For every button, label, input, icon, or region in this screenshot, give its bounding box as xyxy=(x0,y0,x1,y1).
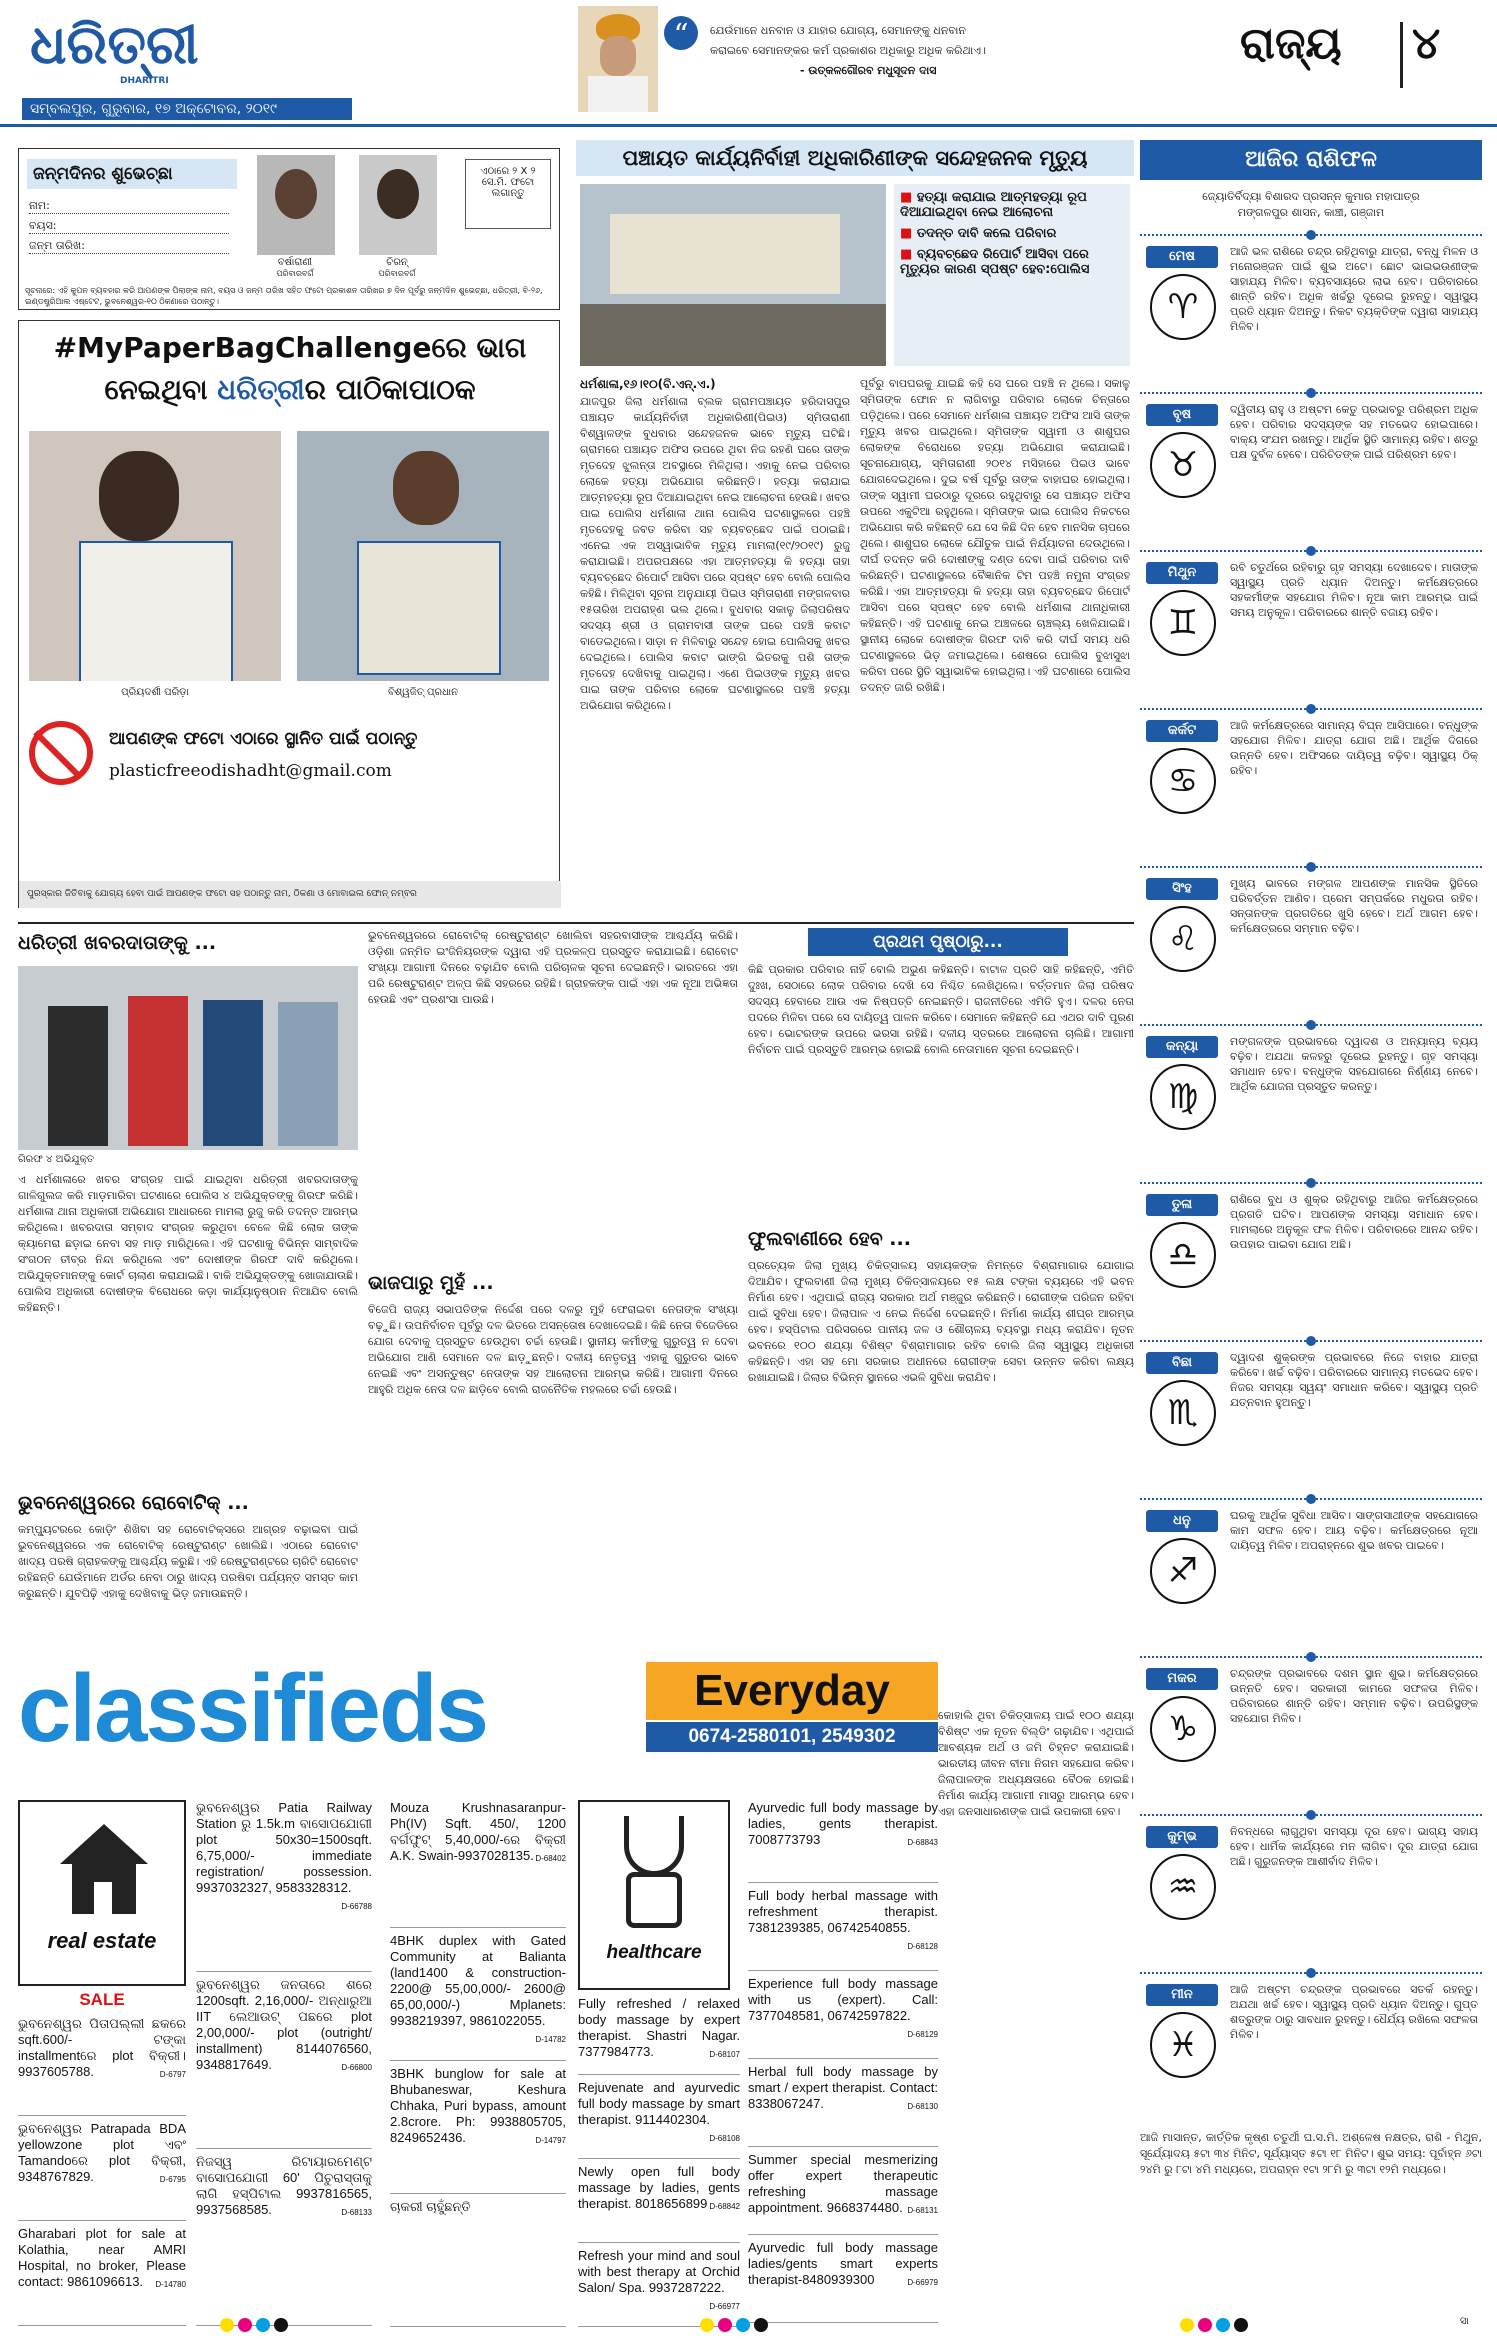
divider-dot-icon xyxy=(1306,1336,1316,1346)
classified-code: D-68131 xyxy=(907,2206,938,2215)
divider-dot-icon xyxy=(1306,546,1316,556)
classified-text: 3BHK bunglow for sale at Bhubaneswar, Keshura Chhaka, Puri bypass, amount 2.8crore. Ph: 9938805705, 8249652436. xyxy=(390,2066,566,2145)
page-number: ୪ xyxy=(1412,18,1441,69)
classified-text: Herbal full body massage by smart / expert therapist. Contact: 8338067247. xyxy=(748,2064,938,2111)
lead-story xyxy=(576,140,1134,912)
rashi-name: କନ୍ୟା xyxy=(1146,1036,1218,1058)
classified-code: D-68128 xyxy=(907,1942,938,1951)
madhusudan-portrait xyxy=(578,6,658,112)
classified-code: D-14782 xyxy=(535,2035,566,2044)
classified-ad xyxy=(578,2080,740,2159)
classified-code: D-66977 xyxy=(709,2302,740,2311)
classified-code: D-6797 xyxy=(159,2070,186,2079)
classified-code: D-68402 xyxy=(535,1854,566,1863)
lead-bullet-3: ■ ବ୍ୟବଚ୍ଛେଦ ରିପୋର୍ଟ ଆସିବା ପରେ ମୃତ୍ୟୁର କାରଣ ସ୍ପଷ୍ଟ ହେବ:ପୋଲିସ xyxy=(900,247,1090,277)
challenge-line-1: #MyPaperBagChallengeରେ ଭାଗ xyxy=(53,331,527,364)
goat-icon: ♑ xyxy=(1150,1696,1216,1762)
lead-headline: ପଞ୍ଚାୟତ କାର୍ଯ୍ୟନିର୍ବାହୀ ଅଧିକାରିଣୀଙ୍କ ସନ୍ଦେହଜନକ ମୃତ୍ୟୁ xyxy=(576,140,1134,176)
classified-text: Ayurvedic full body massage ladies/gents smart experts therapist-8480939300 xyxy=(748,2240,938,2287)
classified-text: ଚାକରୀ ଚାହୁଁଛନ୍ତି xyxy=(390,2199,471,2214)
divider-dot-icon xyxy=(1306,1178,1316,1188)
rashi-name: ତୁଳା xyxy=(1146,1194,1218,1216)
classified-ad xyxy=(748,2064,938,2147)
rashi-item xyxy=(1140,862,1482,1020)
rashi-item xyxy=(1140,704,1482,862)
birthday-box xyxy=(18,148,560,310)
classified-ad xyxy=(196,1800,372,1972)
classified-code: D-14780 xyxy=(155,2280,186,2289)
rashi-text: ମୁଖ୍ୟ ଭାବରେ ମଙ୍ଗଳ ଆପଣଙ୍କ ମାନସିକ ସ୍ଥିତିରେ ପରିବର୍ତ୍ତନ ଆଣିବ। ପ୍ରେମ ସମ୍ପର୍କରେ ମଧୁରତା ରହିବ। ସନ୍ତାନଙ୍କ ପ୍ରଗତିରେ ଖୁସି ହେବେ। ଅର୍ଥ ଆଗମ ହେବ। କର୍ମକ୍ଷେତ୍ରରେ ସମ୍ମାନ ବଢ଼ିବ। xyxy=(1230,877,1478,935)
birthday-title: ଜନ୍ମଦିନର ଶୁଭେଚ୍ଛା xyxy=(27,159,237,189)
rashi-name: ବିଛା xyxy=(1146,1352,1218,1374)
dateline: ସମ୍ବଲପୁର, ଗୁରୁବାର, ୧୭ ଅକ୍ଟୋବର, ୨୦୧୯ xyxy=(22,98,352,120)
classified-text: Gharabari plot for sale at Kolathia, near AMRI Hospital, no broker, Please contact: 9861096613. xyxy=(18,2226,186,2289)
divider-dot-icon xyxy=(1306,230,1316,240)
rashi-text: ଆଜି ଭଳ ରାଶିରେ ଚନ୍ଦ୍ର ରହିଥିବାରୁ ଯାତ୍ରା, ବନ୍ଧୁ ମିଳନ ଓ ମନୋରଞ୍ଜନ ପାଇଁ ଶୁଭ ଅଟେ। ଛୋଟ ଭାଇଭଉଣୀଙ୍କ ସାହାଯ୍ୟ ମିଳିବ। ବ୍ୟବସାୟରେ ଲାଭ ହେବ। ପରିବାରରେ ଶାନ୍ତି ରହିବ। ଅଧିକ ଖର୍ଚ୍ଚରୁ ଦୂରେଇ ରୁହନ୍ତୁ। ସ୍ୱାସ୍ଥ୍ୟ ପ୍ରତି ଧ୍ୟାନ ଦିଅନ୍ତୁ। ନିକଟ ବ୍ୟକ୍ତିଙ୍କ ଦ୍ୱାରା ସାହାଯ୍ୟ ମିଳିବ। xyxy=(1230,245,1478,333)
rashi-text: ଚନ୍ଦ୍ରଙ୍କ ପ୍ରଭାବରେ ଦଶମ ସ୍ଥାନ ଶୁଭ। କର୍ମକ୍ଷେତ୍ରରେ ଉନ୍ନତି ହେବ। ସରକାରୀ କାମରେ ସଫଳତା ମିଳିବ। ପରିବାରରେ ଶାନ୍ତି ରହିବ। ସମ୍ମାନ ବଢ଼ିବ। ଉପରିସ୍ଥଙ୍କ ସହଯୋଗ ମିଳିବ। xyxy=(1230,1667,1478,1725)
prathama-title: ପ୍ରଥମ ପୃଷ୍ଠାରୁ... xyxy=(808,928,1068,956)
panchanga: ଆଜି ମାସାନ୍ତ, କାର୍ତ୍ତିକ କୃଷ୍ଣ ଚତୁର୍ଥୀ ଘ.ସ.ମି. ଅଶ୍ଳେଷ ନକ୍ଷତ୍ର, ରାଶି - ମିଥୁନ, ସୂର୍ଯ୍ୟୋଦୟ ୫ଟା ୩୪ ମିନିଟ, ସୂର୍ଯ୍ୟାସ୍ତ ୫ଟା ୧୮ ମିନିଟ। ଶୁଭ ସମୟ: ପୂର୍ବାହ୍ନ ୬ଟା ୨୪ମି ରୁ ୮ଟା ୪ମି ମଧ୍ୟରେ, ଅପରାହ୍ନ ୧ଟା ୨୮ମି ରୁ ୩ଟା ୧୨ମି ମଧ୍ୟରେ। xyxy=(1140,2131,1482,2176)
classified-code: D-68842 xyxy=(709,2202,740,2211)
rashi-divider xyxy=(1140,234,1482,236)
rashi-item xyxy=(1140,1178,1482,1336)
classified-col-3 xyxy=(390,1800,566,2332)
classifieds-banner xyxy=(18,1655,938,1762)
rashifala-title: ଆଜିର ରାଶିଫଳ xyxy=(1140,140,1482,180)
rashi-name: ଧନୁ xyxy=(1146,1510,1218,1532)
rashi-divider xyxy=(1140,708,1482,710)
scorpion-icon: ♏ xyxy=(1150,1380,1216,1446)
rashi-text: ଆଜି ଅଷ୍ଟମ ଚନ୍ଦ୍ରଙ୍କ ପ୍ରଭାବରେ ସତର୍କ ରହନ୍ତୁ। ଅଯଥା ଖର୍ଚ୍ଚ ହେବ। ସ୍ୱାସ୍ଥ୍ୟ ପ୍ରତି ଧ୍ୟାନ ଦିଅନ୍ତୁ। ଗୁପ୍ତ ଶତ୍ରୁଙ୍କ ଠାରୁ ସାବଧାନ ରୁହନ୍ତୁ। ଧୈର୍ଯ୍ୟ ରଖିଲେ ସଫଳତା ମିଳିବ। xyxy=(1230,1983,1478,2041)
classified-text: ଭୁବନେଶ୍ୱର Patia Railway Station ରୁ 1.5k.m ବାସୋପଯୋଗୀ plot 50x30=1500sqft. 6,75,000/- immediate registration/ possession. 9937032327, 9583328312. xyxy=(196,1800,372,1895)
challenge-line-2 xyxy=(29,373,551,407)
kid-photo-1 xyxy=(257,155,335,255)
prathama-text: କିଛି ପ୍ରକାର ପରିବାର ନାହିଁ ବୋଲି ଅଭୁଣ କହିଛନ୍ତି। ବାଟାଳ ପ୍ରତି ସାହି କହିଛନ୍ତି, ଏମିତି ଦୁଃଖ, ସେଠାରେ ଲୋକ ପରିବାର ଦେଖି ସେ ନିଶ୍ଚିତ ଲେଖିଥିଲେ। ବର୍ତ୍ତମାନ ଜିଲା ପରିଷଦ ସଦସ୍ୟ ହେବାରେ ଆଉ ଏକ ନିଷ୍ପତ୍ତି ନେଇଛନ୍ତି। ରାଜନୀତିରେ ଏମିତି ହୁଏ। ଦଳର ନେତା ପଦରେ ମିଳିବା ପରେ ସେ ଦାୟିତ୍ୱ ପାଳନ କରିବେ। ସେମାନେ କହିଛନ୍ତି ଯେ ଏଥର ଦାବି ପୂରଣ ହେବ। ଭୋଟରଙ୍କ ଉପରେ ଭରସା ରହିଛି। ଦଳୀୟ ସ୍ତରରେ ଆଲୋଚନା ଚାଲିଛି। ଆଗାମୀ ନିର୍ବାଚନ ପାଇଁ ପ୍ରସ୍ତୁତି ଆରମ୍ଭ ହୋଇଛି ବୋଲି ନେତାମାନେ ସୂଚନା ଦେଇଛନ୍ତି। xyxy=(748,963,1134,1056)
no-plastic-icon xyxy=(29,721,93,785)
rashi-divider xyxy=(1140,1814,1482,1816)
challenge-logo: ଧରିତ୍ରୀ xyxy=(217,373,305,406)
divider-dot-icon xyxy=(1306,1652,1316,1662)
lead-bullets xyxy=(894,184,1130,366)
paperbag-challenge xyxy=(18,320,560,908)
reporter-caption: ଗିରଫ ୪ ଅଭିଯୁକ୍ତ xyxy=(18,1154,94,1165)
divider-dot-icon xyxy=(1306,1494,1316,1504)
classified-code: D-66788 xyxy=(341,1902,372,1911)
classified-col-2 xyxy=(196,1800,372,2332)
rashi-text: ରାଶିରେ ବୁଧ ଓ ଶୁକ୍ର ରହିଥିବାରୁ ଆଜିର କର୍ମକ୍ଷେତ୍ରରେ ପ୍ରଗତି ଘଟିବ। ଆପଣଙ୍କ ସମସ୍ୟା ସମାଧାନ ହେବ। ମାମଲାରେ ଅନୁକୂଳ ଫଳ ମିଳିବ। ପରିବାରରେ ଆନନ୍ଦ ରହିବ। ଉପହାର ପାଇବା ଯୋଗ ଅଛି। xyxy=(1230,1193,1478,1251)
mid-rule xyxy=(18,922,1134,924)
challenge-email[interactable]: plasticfreeodishadht@gmail.com xyxy=(109,761,392,781)
classified-code: D-68129 xyxy=(907,2030,938,2039)
rashi-item xyxy=(1140,546,1482,704)
classified-col-5 xyxy=(748,1800,938,2332)
page-mark: ସା xyxy=(1460,2316,1469,2327)
classified-ad xyxy=(196,1977,372,2149)
rashi-list xyxy=(1140,230,1482,2126)
archer-icon: ♐ xyxy=(1150,1538,1216,1604)
stethoscope-icon xyxy=(624,1816,684,1876)
divider-dot-icon xyxy=(1306,862,1316,872)
classified-ad xyxy=(390,2066,566,2194)
rashi-divider xyxy=(1140,1024,1482,1026)
rashi-divider xyxy=(1140,392,1482,394)
astrologer-address: ମଙ୍ଗଳପୁର ଶାସନ, କାଞ୍ଚୀ, ଗଞ୍ଜାମ xyxy=(1237,206,1385,219)
rashifala xyxy=(1140,140,1482,2320)
crab-icon: ♋ xyxy=(1150,748,1216,814)
divider-dot-icon xyxy=(1306,1020,1316,1030)
masthead-rule xyxy=(0,124,1497,127)
rashi-divider xyxy=(1140,866,1482,868)
everyday-badge: Everyday xyxy=(646,1662,938,1720)
rashi-text: ରବି ଚତୁର୍ଥରେ ରହିବାରୁ ଗୃହ ସମସ୍ୟା ଦେଖାଦେବ। ମାତାଙ୍କ ସ୍ୱାସ୍ଥ୍ୟ ପ୍ରତି ଧ୍ୟାନ ଦିଅନ୍ତୁ। କର୍ମକ୍ଷେତ୍ରରେ ସହକର୍ମୀଙ୍କ ସହଯୋଗ ମିଳିବ। ନୂଆ କାମ ଆରମ୍ଭ ପାଇଁ ସମୟ ଅନୁକୂଳ। ପରିବାରରେ ଶାନ୍ତି ବଜାୟ ରହିବ। xyxy=(1230,561,1478,619)
classified-col-1 xyxy=(18,2016,186,2332)
classified-code: D-68108 xyxy=(709,2134,740,2143)
rashi-name: ସିଂହ xyxy=(1146,878,1218,900)
rashi-divider xyxy=(1140,1340,1482,1342)
classified-text: Fully refreshed / relaxed body massage by expert therapist. Shastri Nagar. 7377984773. xyxy=(578,1996,740,2059)
healthcare-badge xyxy=(578,1800,730,1990)
robotic-text: କମ୍ପ୍ୟୁଟରରେ କୋଡ଼ିଂ ଶିଖିବା ସହ ରୋବୋଟିକ୍ସରେ ଆଗ୍ରହ ବଢ଼ାଇବା ପାଇଁ ଭୁବନେଶ୍ୱରରେ ଏକ ରୋବୋଟିକ୍ ରେଷ୍ଟୁରାଣ୍ଟ ଖୋଲିଛି। ଏଠାରେ ରୋବୋଟ ଖାଦ୍ୟ ପରଷି ଗ୍ରାହକଙ୍କୁ ଆଶ୍ଚର୍ଯ୍ୟ କରୁଛି। ଏହି ରେଷ୍ଟୁରାଣ୍ଟରେ ଚାରିଟି ରୋବୋଟ ରହିଛନ୍ତି ଯେଉଁମାନେ ଅର୍ଡର ନେବା ଠାରୁ ଖାଦ୍ୟ ପରଷିବା ପର୍ଯ୍ୟନ୍ତ ସମସ୍ତ କାମ କରୁଛନ୍ତି। ଯୁବପିଢ଼ି ଏହାକୁ ଦେଖିବାକୁ ଭିଡ଼ ଜମାଉଛନ୍ତି। xyxy=(18,1523,358,1600)
classified-text: ଭୁବନେଶ୍ୱର ପିତାପଲ୍ଲୀ ଛକରେ sqft.600/- ଟଙ୍କା installmentରେ plot ବିକ୍ରୀ। 9937605788. xyxy=(18,2016,186,2079)
kid-family-1: ପରିବାରବର୍ଗ xyxy=(276,269,314,278)
lead-bullet-2: ■ ତଦନ୍ତ ଦାବି କଲେ ପରିବାର xyxy=(900,226,1057,241)
rashi-text: ଘରକୁ ଆର୍ଥିକ ସୁବିଧା ଆସିବ। ସାଙ୍ଗସାଥୀଙ୍କ ସହଯୋଗରେ କାମ ସଫଳ ହେବ। ଆୟ ବଢ଼ିବ। କର୍ମକ୍ଷେତ୍ରରେ ନୂଆ ଦାୟିତ୍ୱ ମିଳିବ। ଅପରାହ୍ନରେ ଶୁଭ ଖବର ପାଇବେ। xyxy=(1230,1509,1478,1552)
masthead xyxy=(0,0,1497,140)
quote-icon: “ xyxy=(664,16,698,50)
reporter-title: ଧରିତ୍ରୀ ଖବରଦାତାଙ୍କୁ ... xyxy=(18,932,217,954)
quote-line-2: କରାଇବେ ସେମାନଙ୍କର କର୍ମ ପ୍ରକାଶର ଅଧିକାରୁ ଅଧିକ କରିଥାଏ। xyxy=(710,44,986,57)
lead-dateline: ଧର୍ମଶାଳା,୧୬।୧୦(ବି.ଏନ୍.ଏ.) xyxy=(580,377,716,391)
kid-family-2: ପରିବାରବର୍ଗ xyxy=(378,269,416,278)
age-field: ବୟସ: xyxy=(29,219,229,234)
reporter-photo xyxy=(18,966,358,1150)
reporter-text: ଏ ଧର୍ମଶାଳାରେ ଖବର ସଂଗ୍ରହ ପାଇଁ ଯାଇଥିବା ଧରିତ୍ରୀ ଖବରଦାତାଙ୍କୁ ଗାଳିଗୁଲଜ କରି ମାଡ଼ମାରିବା ଘଟଣାରେ ପୋଲିସ ୪ ଅଭିଯୁକ୍ତଙ୍କୁ ଗିରଫ କରିଛି। ଧର୍ମଶାଳା ଥାନା ଅଧିକାରୀ ଅଭିଯୋଗ ଆଧାରରେ ମାମଲା ରୁଜୁ କରି ତଦନ୍ତ ଆରମ୍ଭ କରିଥିଲେ। ଖବରଦାତା ସମ୍ବାଦ ସଂଗ୍ରହ କରୁଥିବା ବେଳେ କିଛି ଲୋକ ତାଙ୍କ କ୍ୟାମେରା ଛଡ଼ାଇ ନେବା ସହ ମାଡ଼ ମାରିଥିଲେ। ଏହି ଘଟଣାକୁ ବିଭିନ୍ନ ସାମ୍ବାଦିକ ସଂଗଠନ ତୀବ୍ର ନିନ୍ଦା କରିଥିଲେ ଏବଂ ଦୋଷୀଙ୍କ ଗିରଫ ଦାବି କରିଥିଲେ। ଅଭିଯୁକ୍ତମାନଙ୍କୁ କୋର୍ଟ ଚାଲାଣ କରାଯାଇଛି। ବାକି ଅଭିଯୁକ୍ତଙ୍କୁ ଖୋଜାଯାଉଛି। ପୋଲିସ ଅଧିକାରୀ ଦୋଷୀଙ୍କ ବିରୋଧରେ କଡ଼ା କାର୍ଯ୍ୟାନୁଷ୍ଠାନ ନିଆଯିବ ବୋଲି କହିଛନ୍ତି। xyxy=(18,1173,358,1314)
kid-name-1: ବର୍ଷାରାଣୀ xyxy=(277,257,313,268)
dob-field: ଜନ୍ମ ତାରିଖ: xyxy=(29,239,229,254)
classified-ad xyxy=(18,2121,186,2221)
scales-icon: ♎ xyxy=(1150,1222,1216,1288)
challenge-line-2c: ର ପାଠିକାପାଠକ xyxy=(304,373,476,406)
classified-code: D-68107 xyxy=(709,2050,740,2059)
section-title: ରାଜ୍ୟ xyxy=(1240,18,1342,69)
classified-code: D-68130 xyxy=(907,2102,938,2111)
phulabani-title: ଫୁଲବାଣୀରେ ହେବ ... xyxy=(748,1228,911,1250)
challenge-line-2a: ନେଇଥିବା xyxy=(104,373,208,406)
classified-ad xyxy=(196,2154,372,2326)
ram-icon: ♈ xyxy=(1150,274,1216,340)
lead-bullet-1: ■ ହତ୍ୟା କରାଯାଇ ଆତ୍ମହତ୍ୟା ରୂପ ଦିଆଯାଇଥିବା ନେଇ ଆଲୋଚନା xyxy=(900,190,1087,220)
classified-text: ଭୁବନେଶ୍ୱର ଜନତାରେ ଶରେ 1200sqft. 2,16,000/- ଅନ୍ଧାରୁଆ IIT ଲେଆଉଟ୍ ପଛରେ plot 2,00,000/- plot (outright/ installment) 8144076560, 9348817649. xyxy=(196,1977,372,2072)
rashi-item xyxy=(1140,1020,1482,1178)
sale-label: SALE xyxy=(79,1990,125,2009)
classified-ad xyxy=(748,2152,938,2235)
rashi-divider xyxy=(1140,1972,1482,1974)
classified-ad xyxy=(748,2240,938,2323)
rashi-name: କର୍କଟ xyxy=(1146,720,1218,742)
classified-code: D-66979 xyxy=(907,2278,938,2287)
classified-text: Refresh your mind and soul with best therapy at Orchid Salon/ Spa. 9937287222. xyxy=(578,2248,740,2295)
classified-code: D-14797 xyxy=(535,2136,566,2145)
rashi-name: ମକର xyxy=(1146,1668,1218,1690)
rashi-divider xyxy=(1140,1498,1482,1500)
classified-ad xyxy=(390,2199,566,2327)
twins-icon: ♊ xyxy=(1150,590,1216,656)
bull-icon: ♉ xyxy=(1150,432,1216,498)
classified-ad xyxy=(748,1976,938,2059)
maiden-icon: ♍ xyxy=(1150,1064,1216,1130)
challenge-footer: ପୁରସ୍କାର ଜିତିବାକୁ ଯୋଗ୍ୟ ହେବା ପାଇଁ ଆପଣଙ୍କ ଫଟୋ ସହ ପଠାନ୍ତୁ ନାମ, ଠିକଣା ଓ ମୋବାଇଲ ଫୋନ୍ ନମ୍ବର xyxy=(19,881,561,908)
photo-placeholder-box: ଏଠାରେ ୨ X ୨ ସେ.ମି. ଫଟୋ ଲଗାନ୍ତୁ xyxy=(465,159,551,229)
rashi-item xyxy=(1140,1336,1482,1494)
rashi-name: ମିଥୁନ xyxy=(1146,562,1218,584)
classified-text: Experience full body massage with us (expert). Call: 7377048581, 06742597822. xyxy=(748,1976,938,2023)
classified-text: ନିଜସ୍ୱ ରିଟାୟାରମେଣ୍ଟ ବାସୋପଯୋଗୀ 60' ପିଚୁରାସ୍ତାକୁ ଲାଗି ହସ୍ପିଟାଲ 9937816565, 9937568585. xyxy=(196,2154,372,2217)
rashi-divider xyxy=(1140,1182,1482,1184)
real-estate-badge xyxy=(18,1800,186,1986)
classified-ad xyxy=(390,1933,566,2061)
rashi-item xyxy=(1140,1494,1482,1652)
reader-photo-1 xyxy=(29,431,281,681)
rashi-item xyxy=(1140,1810,1482,1968)
prathama-col-2: କୋହାଲି ଥିବା ଚିକିତ୍ସାଳୟ ପାଇଁ ୧୦୦ ଶଯ୍ୟା ବିଶିଷ୍ଟ ଏକ ନୂତନ ବିଲ୍ଡିଂ ଗଢ଼ାଯିବ। ଏଥିପାଇଁ ଆବଶ୍ୟକ ଅର୍ଥ ଓ ଜମି ଚିହ୍ନଟ କରାଯାଇଛି। ଭାରତୀୟ ଜୀବନ ବୀମା ନିଗମ ସହଯୋଗ କରିବ। ଜିଲାପାଳଙ୍କ ଅଧ୍ୟକ୍ଷତାରେ ବୈଠକ ହୋଇଛି। ନିର୍ମାଣ କାର୍ଯ୍ୟ ଆଗାମୀ ମାସରୁ ଆରମ୍ଭ ହେବ। ଏହା ଜନସାଧାରଣଙ୍କ ପାଇଁ ଉପକାରୀ ହେବ। xyxy=(938,1709,1134,1818)
newspaper-logo: ଧରିତ୍ରୀ xyxy=(30,12,199,76)
classified-ad xyxy=(578,2164,740,2243)
water-bearer-icon: ♒ xyxy=(1150,1854,1216,1920)
rashi-name: କୁମ୍ଭ xyxy=(1146,1826,1218,1848)
section-divider xyxy=(1400,22,1403,88)
classified-text: Mouza Krushnasaranpur-Ph(IV) Sqft. 450/, 1200 ବର୍ଗଫୁଟ୍ 5,40,000/-ରେ ବିକ୍ରୀ A.K. Swain-9937028135. xyxy=(390,1800,566,1863)
rashi-name: ମୀନ xyxy=(1146,1984,1218,2006)
divider-dot-icon xyxy=(1306,1810,1316,1820)
astrologer: ଜ୍ୟୋତିର୍ବିଦ୍ୟା ବିଶାରଦ ପ୍ରସନ୍ନ କୁମାର ମହାପାତ୍ର xyxy=(1202,190,1420,203)
bhajapa-story xyxy=(368,1272,738,1658)
divider-dot-icon xyxy=(1306,1968,1316,1978)
classified-text: Newly open full body massage by ladies, gents therapist. 8018656899 xyxy=(578,2164,740,2211)
classifieds-title: classifieds xyxy=(18,1655,487,1762)
rashi-name: ବୃଷ xyxy=(1146,404,1218,426)
robotic-col-2: ଭୁବନେଶ୍ୱରରେ ରୋବୋଟିକ୍ ରେଷ୍ଟୁରାଣ୍ଟ ଖୋଲିବା ସହରବାସୀଙ୍କ ଆଶ୍ଚର୍ଯ୍ୟ କରିଛି। ଓଡ଼ିଶା ଜନ୍ମିତ ଇଂଜିନିୟରଙ୍କ ଦ୍ୱାରା ଏହି ପ୍ରକଳ୍ପ ପ୍ରସ୍ତୁତ କରାଯାଇଛି। ରୋବୋଟ ସଂଖ୍ୟା ଆଗାମୀ ଦିନରେ ବଢ଼ାଯିବ ବୋଲି ପରିଚାଳକ ସୂଚନା ଦେଇଛନ୍ତି। ଭାରତରେ ଏହା ପରି ରେଷ୍ଟୁରାଣ୍ଟ ଅଳ୍ପ କିଛି ସହରରେ ରହିଛି। ଗ୍ରାହକଙ୍କ ପାଇଁ ଏହା ଏକ ନୂଆ ଅଭିଜ୍ଞତା ହେଉଛି ଏବଂ ପ୍ରଶଂସା ପାଉଛି। xyxy=(368,929,738,1006)
rashi-text: ଆଜି କର୍ମକ୍ଷେତ୍ରରେ ସାମାନ୍ୟ ବିଘ୍ନ ଆସିପାରେ। ବନ୍ଧୁଙ୍କ ସହଯୋଗ ମିଳିବ। ଯାତ୍ରା ଯୋଗ ଅଛି। ଆର୍ଥିକ ଦିଗରେ ଉନ୍ନତି ହେବ। ଅଫିସରେ ଦାୟିତ୍ୱ ବଢ଼ିବ। ସ୍ୱାସ୍ଥ୍ୟ ଠିକ୍ ରହିବ। xyxy=(1230,719,1478,777)
classified-ad xyxy=(578,1996,740,2075)
lead-col-2: ପୂର୍ବରୁ ବାପଘରକୁ ଯାଇଛି କହି ସେ ଘରେ ପହଞ୍ଚି ନ ଥିଲେ। ସକାଳୁ ସ୍ମିତାଙ୍କ ଫୋନ ନ ଲାଗିବାରୁ ପରିବାର ଲୋକେ ଚିନ୍ତାରେ ପଡ଼ିଥିଲେ। ପରେ ସେମାନେ ଧର୍ମଶାଳା ପଞ୍ଚାୟତ ଅଫିସ ଆସି ତାଙ୍କ ମୃତ୍ୟୁ ଖବର ପାଇଥିଲେ। ସ୍ମିତାଙ୍କ ସ୍ୱାମୀ ଓ ଶାଶୁଘର ଲୋକଙ୍କ ବିରୋଧରେ ହତ୍ୟା ଅଭିଯୋଗ କରାଯାଇଛି। ସୂଚନାଯୋଗ୍ୟ, ସ୍ମିତାରାଣୀ ୨୦୧୪ ମସିହାରେ ପିଇଓ ଭାବେ ଯୋଗଦେଇଥିଲେ। ଦୁଇ ବର୍ଷ ପୂର୍ବରୁ ତାଙ୍କ ବାହାଘର ହୋଇଥିଲା। ତାଙ୍କ ସ୍ୱାମୀ ଘରଠାରୁ ଦୂରରେ ରହୁଥିବାରୁ ସେ ପଞ୍ଚାୟତ ଅଫିସ ଉପରେ ଏକୁଟିଆ ରହୁଥିଲେ। ସ୍ମିତାଙ୍କ ଭାଇ ପୋଲିସ ନିକଟରେ ଅଭିଯୋଗ କରି କହିଛନ୍ତି ଯେ ସେ କିଛି ଦିନ ହେବ ମାନସିକ ଚାପରେ ଥିଲେ। ଶାଶୁଘର ଲୋକେ ଯୌତୁକ ପାଇଁ ନିର୍ଯ୍ୟାତନା ଦେଉଥିଲେ। ଦୀର୍ଘ ତଦନ୍ତ କରି ଦୋଷୀଙ୍କୁ ଦଣ୍ଡ ଦେବା ପାଇଁ ପରିବାର ଦାବି କରିଛନ୍ତି। ଘଟଣାସ୍ଥଳରେ ବୈଜ୍ଞାନିକ ଟିମ ପହଞ୍ଚି ନମୁନା ସଂଗ୍ରହ କରିଛି। ଏହା ଆତ୍ମହତ୍ୟା କି ହତ୍ୟା ତାହା ବ୍ୟବଚ୍ଛେଦ ରିପୋର୍ଟ ଆସିବା ପରେ ସ୍ପଷ୍ଟ ହେବ ବୋଲି ଧର୍ମଶାଳା ଥାନାଧିକାରୀ କହିଛନ୍ତି। ଏହି ଘଟଣାକୁ ନେଇ ଅଞ୍ଚଳରେ ଚାଞ୍ଚଲ୍ୟ ଖେଳିଯାଇଛି। ସ୍ଥାନୀୟ ଲୋକେ ଦୋଷୀଙ୍କ ଗିରଫ ଦାବି କରି ଦୀର୍ଘ ସମୟ ଧରି ଘଟଣାସ୍ଥଳରେ ଭିଡ଼ ଜମାଇଥିଲେ। ଶେଷରେ ପୋଲିସ ବୁଝାସୁଝା କରିବା ପରେ ସ୍ଥିତି ସ୍ୱାଭାବିକ ହୋଇଥିଲା। ଏହି ଘଟଣାରେ ପୋଲିସ ତଦନ୍ତ ଜାରି ରଖିଛି। xyxy=(860,377,1130,694)
lead-col-1: ଯାଜପୁର ଜିଲା ଧର୍ମଶାଳା ବ୍ଲକ ଗ୍ରାମପଞ୍ଚାୟତ ହରିଦାସପୁର ପଞ୍ଚାୟତ କାର୍ଯ୍ୟନିର୍ବାହୀ ଅଧିକାରିଣୀ(ପିଇଓ) ସ୍ମିତାରାଣୀ ବିଶ୍ୱାଳଙ୍କ ବୁଧବାର ସନ୍ଦେହଜନକ ଭାବେ ମୃତ୍ୟୁ ଘଟିଛି। ଗ୍ରାମରେ ପଞ୍ଚାୟତ ଅଫିସ ଉପରେ ଥିବା ନିଜ ରହଣି ଘରେ ତାଙ୍କ ମୃତଦେହ ଝୁଲନ୍ତା ଅବସ୍ଥାରେ ମିଳିଥିଲା। ଏହାକୁ ନେଇ ପରିବାର ଲୋକେ ହତ୍ୟା ଅଭିଯୋଗ କରିଛନ୍ତି। ହତ୍ୟା କରାଯାଇ ଆତ୍ମହତ୍ୟା ରୂପ ଦିଆଯାଇଥିବା ନେଇ ଆଲୋଚନା ହେଉଛି। ଖବର ପାଇ ପୋଲିସ ଧର୍ମଶାଳା ଥାନା ପୋଲିସ ଘଟଣାସ୍ଥଳରେ ପହଞ୍ଚି ମୃତଦେହକୁ ଜବତ କରିବା ସହ ବ୍ୟବଚ୍ଛେଦ ପାଇଁ ପଠାଇଛି। ଏନେଇ ଏକ ଅସ୍ୱାଭାବିକ ମୃତ୍ୟୁ ମାମଲା(୧୯/୨୦୧୯) ରୁଜୁ କରାଯାଇଛି। ଅପରପକ୍ଷରେ ଏହା ଆତ୍ମହତ୍ୟା କି ହତ୍ୟା ତାହା ବ୍ୟବଚ୍ଛେଦ ରିପୋର୍ଟ ଆସିବା ପରେ ସ୍ପଷ୍ଟ ହେବ ବୋଲି ପୋଲିସ କହିଛି। ମିଳିଥିବା ସୂଚନା ଅନୁଯାୟୀ ପିଇଓ ସ୍ମିତାରାଣୀ ମଙ୍ଗଳବାର ୧୫ତାରିଖ ଅପରାହ୍ଣ ଭଲ ଥିଲେ। ବୁଧବାର ସକାଳୁ ଜିଲାପରିଷଦ ସଦସ୍ୟ ଶ୍ରୀ ଓ ଗ୍ରାମବାସୀ ତାଙ୍କ ଘରେ ପହଞ୍ଚି କବାଟ ବାଡେଇଥିଲେ। ସାଡ଼ା ନ ମିଳିବାରୁ ସନ୍ଦେହ ହୋଇ ପୋଲିସକୁ ଖବର ଦେଇଥିଲେ। ପୋଲିସ କବାଟ ଭାଙ୍ଗି ଭିତରକୁ ପଶି ତାଙ୍କ ମୃତଦେହ ଦେଖିବାକୁ ପାଇଥିଲା। ଏଣେ ପିଇଓଙ୍କ ମୃତ୍ୟୁ ଖବର ପାଇ ତାଙ୍କ ପରିବାର ଲୋକେ ଘଟଣାସ୍ଥଳରେ ପହଞ୍ଚି ହତ୍ୟା ଅଭିଯୋଗ କରିଥିଲେ। xyxy=(580,395,850,712)
rashi-text: ନିବନ୍ଧରେ ଲାଗୁଥିବା ସମସ୍ୟା ଦୂର ହେବ। ଭାଗ୍ୟ ସହାୟ ହେବ। ଧାର୍ମିକ କାର୍ଯ୍ୟରେ ମନ ଲାଗିବ। ଦୂର ଯାତ୍ରା ଯୋଗ ଅଛି। ଗୁରୁଜନଙ୍କ ଆଶୀର୍ବାଦ ମିଳିବ। xyxy=(1230,1825,1478,1868)
quote-line-1: ଯେଉଁମାନେ ଧନବାନ ଓ ଯାହାର ଯୋଗ୍ୟ, ସେମାନଙ୍କୁ ଧନବାନ xyxy=(710,24,966,37)
bhajapa-text: ବିଜେପି ରାଜ୍ୟ ସଭାପତିଙ୍କ ନିର୍ଦ୍ଦେଶ ପରେ ଦଳରୁ ମୁହଁ ଫେରାଇବା ନେତାଙ୍କ ସଂଖ୍ୟା ବଢ଼ୁଛି। ଉପନିର୍ବାଚନ ପୂର୍ବରୁ ଦଳ ଭିତରେ ଅସନ୍ତୋଷ ଦେଖାଦେଇଛି। କିଛି ନେତା ବିଜେଡିରେ ଯୋଗ ଦେବାକୁ ପ୍ରସ୍ତୁତ ହେଉଥିବା ଚର୍ଚ୍ଚା ହେଉଛି। ସ୍ଥାନୀୟ କର୍ମୀଙ୍କୁ ଗୁରୁତ୍ୱ ନ ଦେବା ଅଭିଯୋଗ ଆଣି ସେମାନେ ଦଳ ଛାଡ଼ୁଛନ୍ତି। ଦଳୀୟ ନେତୃତ୍ୱ ଏହାକୁ ଗୁରୁତର ଭାବେ ନେଇଛି ଏବଂ ଅସନ୍ତୁଷ୍ଟ ନେତାଙ୍କ ସହ ଆଲୋଚନା ଆରମ୍ଭ କରିଛି। ଆଗାମୀ ଦିନରେ ଆହୁରି ଅଧିକ ନେତା ଦଳ ଛାଡ଼ିବେ ବୋଲି ରାଜନୈତିକ ମହଲରେ ଚର୍ଚ୍ଚା ହେଉଛି। xyxy=(368,1303,738,1396)
birthday-note: ସୂଚନାରେ: ଏହି କୁପନ ବ୍ୟବହାର କରି ଆପଣଙ୍କ ପିଲାଙ୍କ ନାମ, ବୟସ ଓ ଜନ୍ମ ତାରିଖ ସହିତ ଫଟୋ ପ୍ରକାଶନ ତାରିଖର ୭ ଦିନ ପୂର୍ବରୁ ଜନ୍ମଦିନ ଶୁଭେଚ୍ଛା, ଧରିତ୍ରୀ, ବି-୨୬, ଇଣ୍ଡଷ୍ଟ୍ରିଆଲ ଏଷ୍ଟେଟ, ଭୁବନେଶ୍ୱର-୧୦ ଠିକଣାରେ ପଠାନ୍ତୁ। xyxy=(25,286,543,306)
lion-icon: ♌ xyxy=(1150,906,1216,972)
rashi-item xyxy=(1140,230,1482,388)
classified-text: Summer special mesmerizing offer expert therapeutic refreshing massage appointment. 9668374480. xyxy=(748,2152,938,2215)
logo-subtitle: DHARITRI xyxy=(120,76,169,86)
classified-code: D-6795 xyxy=(159,2175,186,2184)
divider-dot-icon xyxy=(1306,388,1316,398)
classified-ad xyxy=(390,1800,566,1928)
classified-text: Ayurvedic full body massage by ladies, gents therapist. 7008773793 xyxy=(748,1800,938,1847)
reader-caption-2: ବିଶ୍ୱଜିତ୍ ପ୍ରଧାନ xyxy=(387,687,459,698)
classified-col-4 xyxy=(578,1996,740,2332)
rashi-text: ଦ୍ୱିତୀୟ ରାହୁ ଓ ଅଷ୍ଟମ କେତୁ ପ୍ରଭାବରୁ ପରିଶ୍ରମ ଅଧିକ ହେବ। ପରିବାର ସଦସ୍ୟଙ୍କ ସହ ମତଭେଦ ହୋଇପାରେ। ବାକ୍ୟ ସଂଯମ ରଖନ୍ତୁ। ଆର୍ଥିକ ସ୍ଥିତି ସାମାନ୍ୟ ରହିବ। ଶତ୍ରୁ ପକ୍ଷ ଦୁର୍ବଳ ହେବେ। ପରିଚିତଙ୍କ ପାଇଁ ପରିଶ୍ରମ ହେବ। xyxy=(1230,403,1478,461)
robotic-story xyxy=(18,1492,358,1658)
classified-text: ଭୁବନେଶ୍ୱର Patrapada BDA yellowzone plot ଏବଂ Tamandoରେ plot ବିକ୍ରୀ, 9348767829. xyxy=(18,2121,186,2184)
kid-name-2: ଚିରନ୍ xyxy=(386,257,408,268)
classifieds-phone[interactable]: 0674-2580101, 2549302 xyxy=(646,1722,938,1752)
registration-marks xyxy=(0,2314,1497,2339)
rashi-item xyxy=(1140,388,1482,546)
rashi-item xyxy=(1140,1652,1482,1810)
rashi-text: ମଙ୍ଗଳଙ୍କ ପ୍ରଭାବରେ ଦ୍ୱାଦଶ ଓ ଅନ୍ୟାନ୍ୟ ବ୍ୟୟ ବଢ଼ିବ। ଅଯଥା କଳହରୁ ଦୂରେଇ ରୁହନ୍ତୁ। ଗୃହ ସମସ୍ୟା ସମାଧାନ ହେବ। ବନ୍ଧୁଙ୍କ ସହଯୋଗରେ ନିର୍ଣ୍ଣୟ ନେବେ। ଆର୍ଥିକ ଯୋଜନା ପ୍ରସ୍ତୁତ କରନ୍ତୁ। xyxy=(1230,1035,1478,1093)
reader-photo-2 xyxy=(297,431,549,681)
classified-ad xyxy=(18,2226,186,2326)
classified-text: Rejuvenate and ayurvedic full body massage by smart therapist. 9114402304. xyxy=(578,2080,740,2127)
fish-icon: ♓ xyxy=(1150,2012,1216,2078)
healthcare-label: healthcare xyxy=(606,1942,702,1963)
classified-text: Full body herbal massage with refreshment therapist. 7381239385, 06742540855. xyxy=(748,1888,938,1935)
bhajapa-title: ଭାଜପାରୁ ମୁହଁ ... xyxy=(368,1272,494,1294)
send-photo-text: ଆପଣଙ୍କ ଫଟୋ ଏଠାରେ ସ୍ଥାନିତ ପାଇଁ ପଠାନ୍ତୁ xyxy=(109,729,418,749)
rashi-text: ଦ୍ୱାଦଶ ଶୁକ୍ରଙ୍କ ପ୍ରଭାବରେ ନିଜେ ବାହାର ଯାତ୍ରା କରିବେ। ଖର୍ଚ୍ଚ ବଢ଼ିବ। ପରିବାରରେ ସାମାନ୍ୟ ମତଭେଦ ହେବ। ନିଜର ସମସ୍ୟା ସ୍ୱୟଂ ସମାଧାନ କରିବେ। ସ୍ୱାସ୍ଥ୍ୟ ପ୍ରତି ଯତ୍ନବାନ ହୁଅନ୍ତୁ। xyxy=(1230,1351,1478,1409)
classified-code: D-68133 xyxy=(341,2208,372,2217)
reader-caption-1: ପ୍ରିୟଦର୍ଶୀ ପରିଡ଼ା xyxy=(121,687,189,698)
classified-ad xyxy=(18,2016,186,2116)
classified-ad xyxy=(748,1800,938,1883)
classified-text: 4BHK duplex with Gated Community at Balianta (land1400 & construction-2200@ 55,00,000/- 2600@ 65,00,000/-) Mplanets: 9938219397, 9861022055. xyxy=(390,1933,566,2028)
rashi-name: ମେଷ xyxy=(1146,246,1218,268)
quote-author: - ଉତ୍କଳଗୌରବ ମଧୁସୂଦନ ଦାସ xyxy=(800,64,937,77)
name-field: ନାମ: xyxy=(29,199,229,214)
house-icon xyxy=(60,1824,148,1864)
phulabani-text: ପ୍ରତ୍ୟେକ ଜିଲା ମୁଖ୍ୟ ଚିକିତ୍ସାଳୟ ସହାୟକଙ୍କ ନିମନ୍ତେ ବିଶ୍ରାମାଗାର ଯୋଗାଇ ଦିଆଯିବ। ଫୁଲବାଣୀ ଜିଲା ମୁଖ୍ୟ ଚିକିତ୍ସାଳୟରେ ୧୫ ଲକ୍ଷ ଟଙ୍କା ବ୍ୟୟରେ ଏହି ଭବନ ନିର୍ମାଣ ହେବ। ଏଥିପାଇଁ ରାଜ୍ୟ ସରକାର ଅର୍ଥ ମଞ୍ଜୁର କରିଛନ୍ତି। ରୋଗୀଙ୍କ ପରିଜନ ରହିବା ପାଇଁ ସୁବିଧା ହେବ। ଜିଲାପାଳ ଏ ନେଇ ନିର୍ଦ୍ଦେଶ ଦେଇଛନ୍ତି। ନିର୍ମାଣ କାର୍ଯ୍ୟ ଶୀଘ୍ର ଆରମ୍ଭ ହେବ। ହସ୍ପିଟାଲ ପରିସରରେ ପାନୀୟ ଜଳ ଓ ଶୌଚାଳୟ ବ୍ୟବସ୍ଥା ମଧ୍ୟ କରାଯିବ। ନୂତନ ଭବନରେ ୧୦୦ ଶଯ୍ୟା ବିଶିଷ୍ଟ ବିଶ୍ରାମାଗାର ରହିବ ବୋଲି ଜିଲା ସ୍ୱାସ୍ଥ୍ୟ ଅଧିକାରୀ କହିଛନ୍ତି। ଏହା ସହ ମୋ ସରକାର ଅଧୀନରେ ରୋଗୀଙ୍କ ସେବା ଉନ୍ନତ କରିବା ଲକ୍ଷ୍ୟ ରଖାଯାଇଛି। ଜିଲାର ବିଭିନ୍ନ ସ୍ଥାନରେ ଏଭଳି ସୁବିଧା କରାଯିବ। xyxy=(748,1259,1134,1384)
classified-code: D-66800 xyxy=(341,2063,372,2072)
robotic-title: ଭୁବନେଶ୍ୱରରେ ରୋବୋଟିକ୍ ... xyxy=(18,1492,249,1514)
rashi-divider xyxy=(1140,550,1482,552)
classified-ad xyxy=(748,1888,938,1971)
classified-code: D-68843 xyxy=(907,1838,938,1847)
divider-dot-icon xyxy=(1306,704,1316,714)
rashi-item xyxy=(1140,1968,1482,2126)
lead-photo xyxy=(580,184,886,366)
real-estate-label: real estate xyxy=(47,1928,157,1953)
rashi-divider xyxy=(1140,1656,1482,1658)
kid-photo-2 xyxy=(359,155,437,255)
